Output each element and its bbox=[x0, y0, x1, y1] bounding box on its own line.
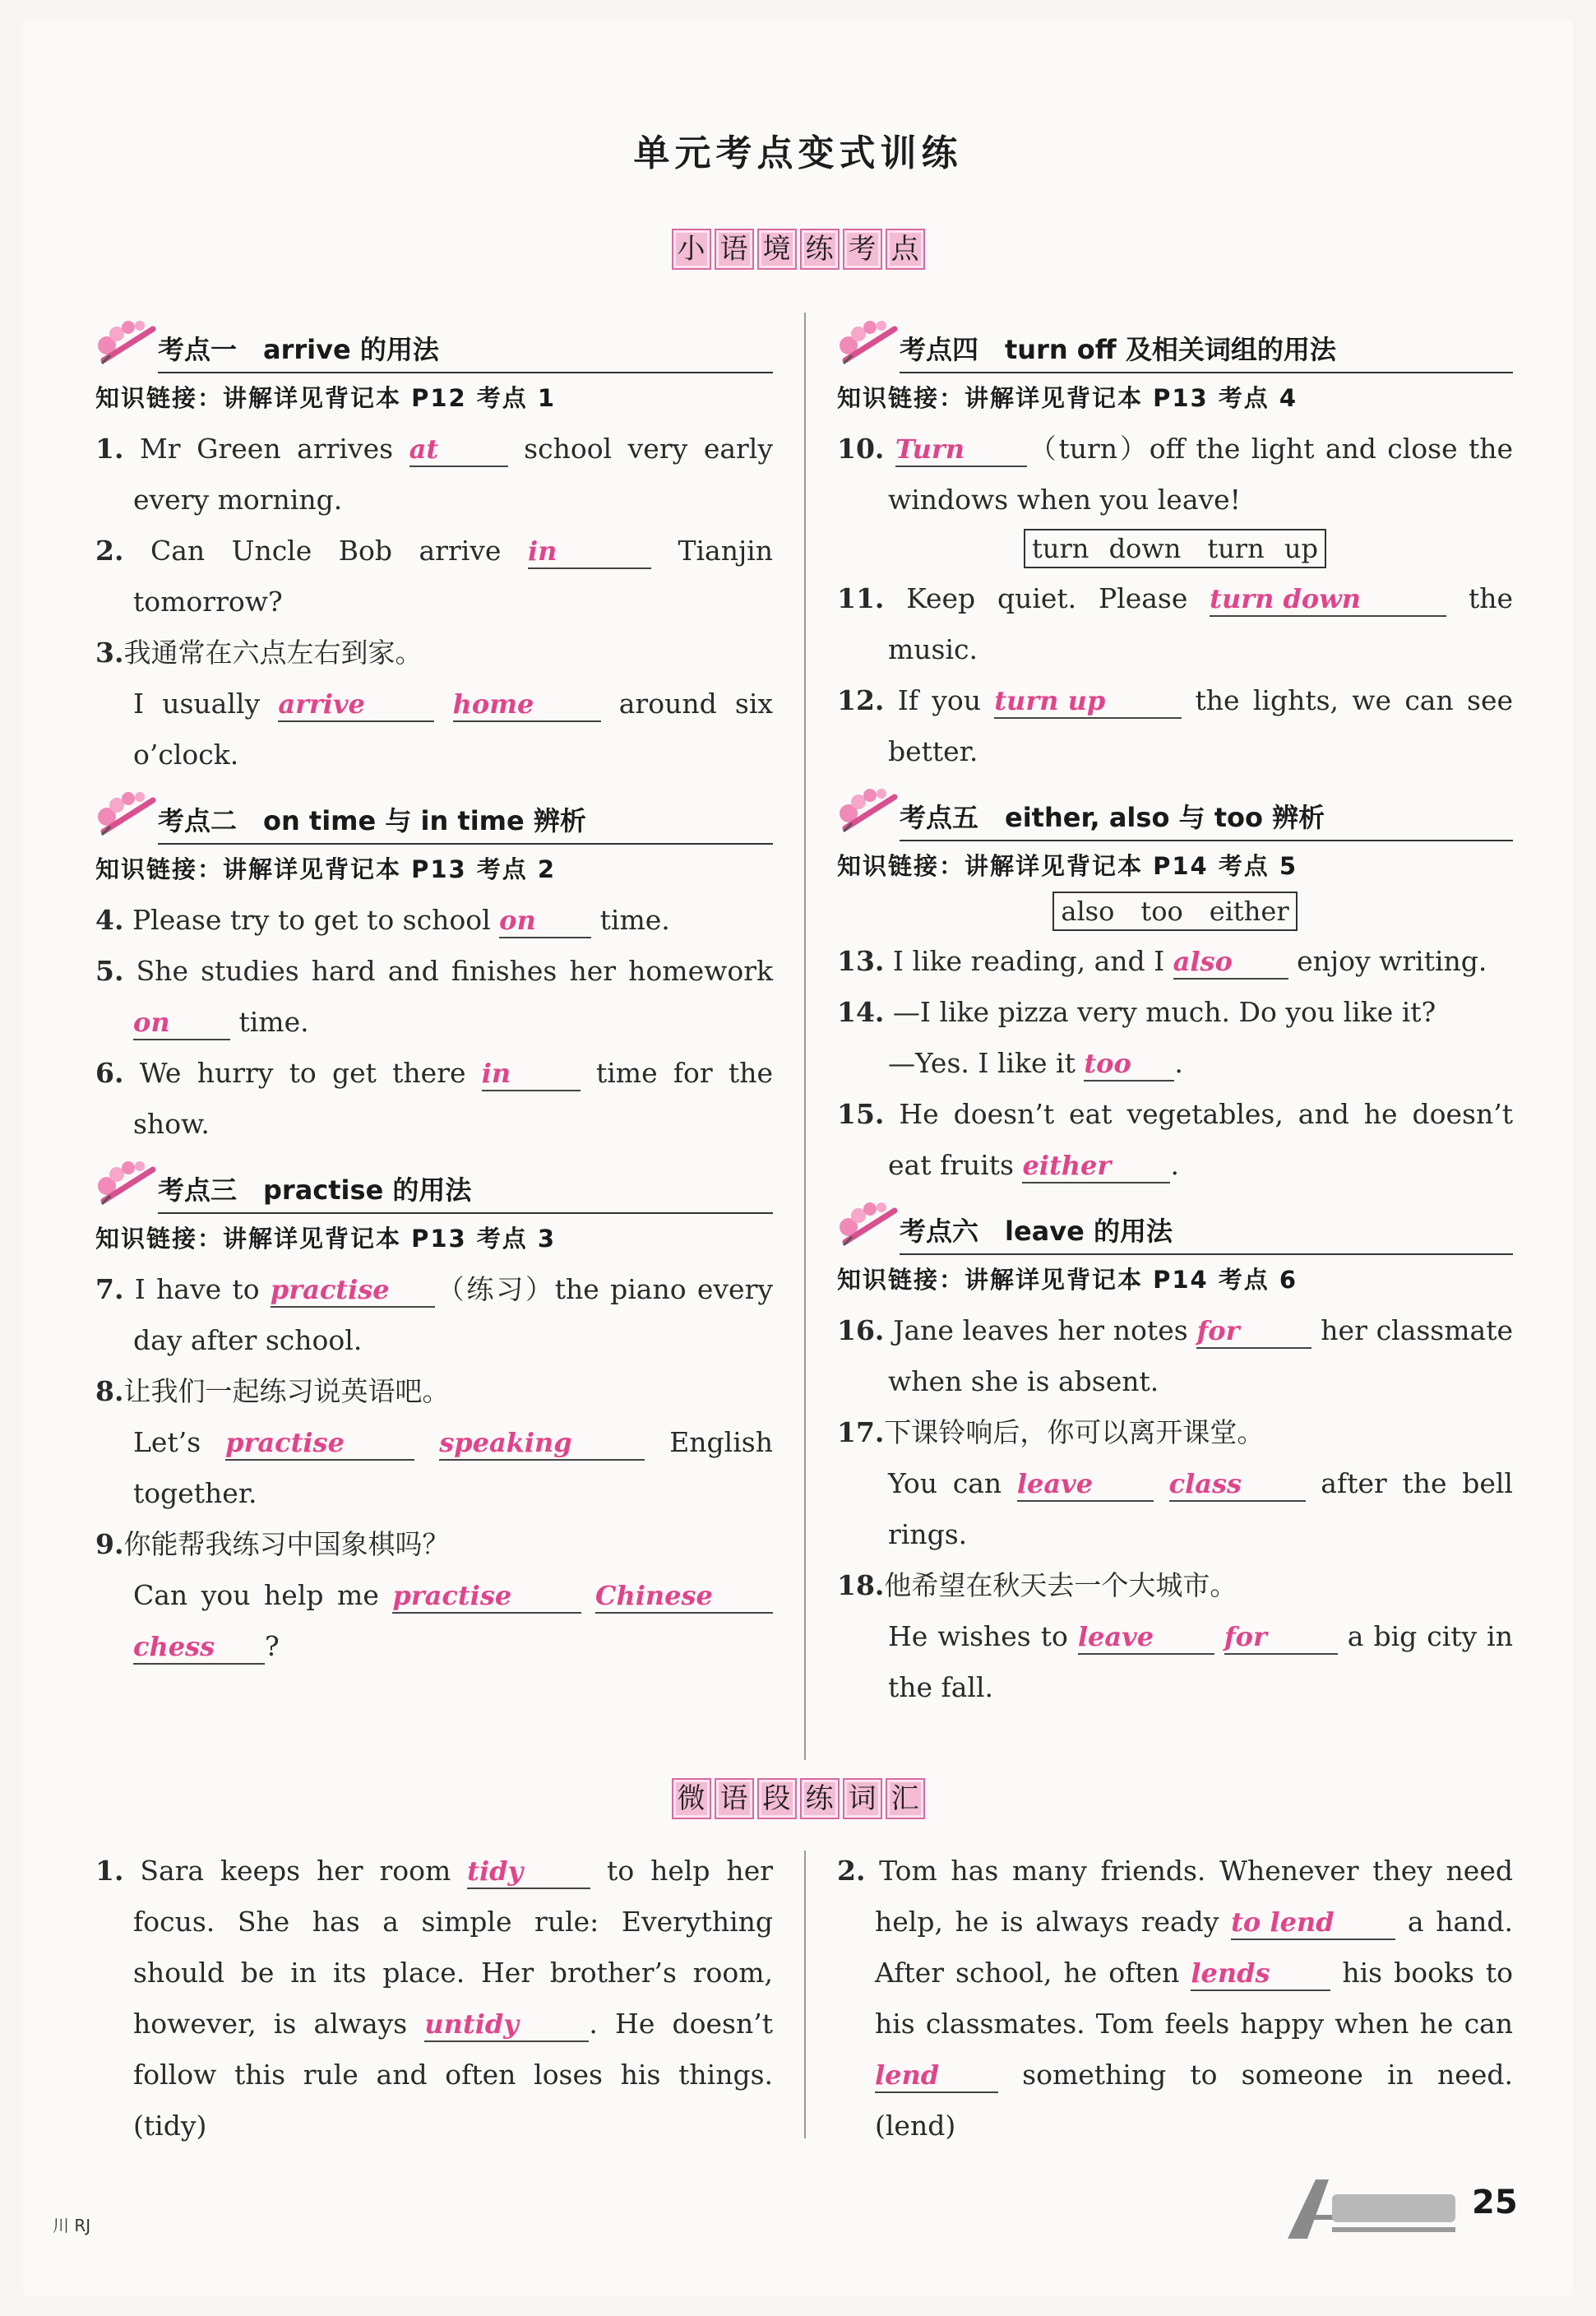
banner-char: 考 bbox=[843, 229, 882, 270]
question-18-sentence bbox=[837, 1611, 1513, 1713]
question-number: 9. bbox=[95, 1528, 124, 1560]
chinese-prompt: 他希望在秋天去一个大城市。 bbox=[884, 1569, 1237, 1601]
banner-char: 词 bbox=[843, 1778, 882, 1819]
answer-blank[interactable]: tidy bbox=[467, 1855, 590, 1889]
question-text: Tianjin tomorrow? bbox=[133, 535, 773, 618]
answer-blank[interactable]: practise bbox=[271, 1273, 435, 1308]
question-number: 6. bbox=[95, 1057, 124, 1089]
answer-blank[interactable]: either bbox=[1022, 1149, 1170, 1183]
word-box-options: also too either bbox=[1052, 892, 1297, 931]
question-text: his books to his classmates. Tom feels happy when he can bbox=[875, 1957, 1513, 2040]
banner-char: 汇 bbox=[886, 1778, 925, 1819]
question-text: the music. bbox=[888, 582, 1513, 665]
question-text: school very early every morning. bbox=[133, 433, 773, 516]
answer-blank[interactable]: turn up bbox=[994, 684, 1182, 719]
question-text: （练习）the piano every day after school. bbox=[133, 1273, 773, 1356]
question-text: Can Uncle Bob arrive bbox=[150, 535, 528, 567]
question-9-sentence bbox=[95, 1570, 773, 1672]
question-text: （turn）off the light and close the windows when you leave! bbox=[888, 433, 1513, 516]
question-text: Keep quiet. Please bbox=[906, 582, 1210, 614]
question-18 bbox=[837, 1560, 1513, 1611]
question-3 bbox=[95, 628, 773, 679]
word-hint: (tidy) bbox=[133, 2110, 207, 2142]
paragraph-text bbox=[95, 1846, 773, 2152]
answer-blank[interactable]: home bbox=[453, 688, 601, 722]
question-16 bbox=[837, 1305, 1513, 1407]
answer-blank[interactable]: class bbox=[1169, 1467, 1306, 1502]
question-text: the lights, we can see better. bbox=[888, 684, 1513, 767]
section-title: 考点三 practise 的用法 bbox=[158, 1170, 773, 1214]
question-text: time. bbox=[591, 904, 670, 936]
question-text: Jane leaves her notes bbox=[893, 1314, 1197, 1346]
answer-blank[interactable]: leave bbox=[1017, 1467, 1154, 1502]
question-text: Let’s bbox=[133, 1426, 226, 1458]
section-header-6 bbox=[837, 1199, 1513, 1253]
question-number: 8. bbox=[95, 1375, 124, 1407]
answer-blank[interactable]: in bbox=[482, 1057, 581, 1091]
knowledge-link: 知识链接：讲解详见背记本 P13 考点 3 bbox=[95, 1225, 557, 1253]
column-divider bbox=[804, 313, 806, 1760]
knowledge-link: 知识链接：讲解详见背记本 P13 考点 2 bbox=[95, 855, 557, 883]
answer-blank[interactable]: to lend bbox=[1231, 1906, 1395, 1940]
question-text: She studies hard and finishes her homework bbox=[136, 955, 773, 987]
question-text: He doesn’t eat vegetables, and he doesn’t eat fruits bbox=[888, 1098, 1513, 1181]
question-11 bbox=[837, 573, 1513, 675]
answer-blank[interactable]: for bbox=[1196, 1314, 1311, 1349]
vocab-paragraph-1 bbox=[95, 1846, 773, 2152]
answer-blank[interactable]: for bbox=[1224, 1620, 1338, 1655]
question-text: I have to bbox=[134, 1273, 271, 1305]
banner-char: 语 bbox=[715, 1778, 754, 1819]
question-7 bbox=[95, 1264, 773, 1366]
question-text: ? bbox=[265, 1630, 280, 1662]
question-5 bbox=[95, 946, 773, 1048]
answer-blank[interactable]: practise bbox=[392, 1579, 581, 1614]
publisher-logo-icon bbox=[1283, 2171, 1464, 2245]
question-6 bbox=[95, 1048, 773, 1150]
question-text: enjoy writing. bbox=[1288, 945, 1487, 977]
paragraph-text bbox=[837, 1846, 1513, 2152]
question-9 bbox=[95, 1519, 773, 1570]
question-text: —Yes. I like it bbox=[888, 1047, 1085, 1079]
banner-scenario-practice bbox=[0, 229, 1596, 270]
answer-blank[interactable]: Turn bbox=[895, 433, 1027, 467]
pencil-badge-icon bbox=[837, 1199, 906, 1250]
edition-label: 川 RJ bbox=[53, 2216, 91, 2235]
answer-blank[interactable]: at bbox=[409, 433, 508, 467]
knowledge-link: 知识链接：讲解详见背记本 P12 考点 1 bbox=[95, 384, 557, 412]
answer-blank[interactable]: speaking bbox=[439, 1426, 645, 1461]
question-text: Mr Green arrives bbox=[140, 433, 409, 465]
question-number: 2. bbox=[837, 1855, 866, 1887]
word-box bbox=[837, 529, 1513, 568]
question-2 bbox=[95, 526, 773, 628]
question-17-sentence bbox=[837, 1458, 1513, 1560]
question-8-sentence bbox=[95, 1417, 773, 1519]
answer-blank[interactable]: untidy bbox=[424, 2008, 589, 2042]
question-number: 17. bbox=[837, 1416, 885, 1448]
answer-blank[interactable]: leave bbox=[1078, 1620, 1214, 1655]
question-text: . He doesn’t follow this rule and often loses his things. bbox=[133, 2008, 773, 2091]
word-hint: (lend) bbox=[875, 2110, 956, 2142]
answer-blank[interactable]: also bbox=[1173, 945, 1288, 980]
word-box-options: turn down turn up bbox=[1024, 529, 1326, 568]
question-4 bbox=[95, 895, 773, 946]
section-header-2 bbox=[95, 789, 773, 843]
section-title: 考点五 either, also 与 too 辨析 bbox=[900, 797, 1513, 841]
question-text: something to someone in need. bbox=[998, 2059, 1513, 2091]
section-header-5 bbox=[837, 785, 1513, 840]
answer-blank[interactable]: practise bbox=[225, 1426, 414, 1461]
knowledge-link: 知识链接：讲解详见背记本 P14 考点 6 bbox=[837, 1266, 1298, 1294]
chinese-prompt: 你能帮我练习中国象棋吗？ bbox=[123, 1528, 450, 1560]
question-number: 2. bbox=[95, 535, 124, 567]
banner-char: 段 bbox=[757, 1778, 797, 1819]
question-text: around six o’clock. bbox=[133, 688, 774, 771]
word-box bbox=[837, 892, 1513, 931]
question-text: a hand. After school, he often bbox=[875, 1906, 1513, 1989]
vocab-paragraph-2 bbox=[837, 1846, 1513, 2152]
answer-blank[interactable]: chess bbox=[133, 1630, 265, 1665]
banner-char: 练 bbox=[800, 1778, 840, 1819]
question-text: We hurry to get there bbox=[139, 1057, 482, 1089]
section-header-3 bbox=[95, 1158, 773, 1212]
knowledge-link: 知识链接：讲解详见背记本 P14 考点 5 bbox=[837, 852, 1298, 880]
answer-blank[interactable]: too bbox=[1084, 1047, 1174, 1082]
section-title: 考点四 turn off 及相关词组的用法 bbox=[900, 329, 1513, 373]
question-number: 15. bbox=[837, 1098, 885, 1130]
question-text: a big city in the fall. bbox=[888, 1620, 1513, 1703]
banner-paragraph-vocabulary bbox=[0, 1778, 1596, 1819]
question-text: —I like pizza very much. Do you like it? bbox=[892, 996, 1436, 1028]
banner-char: 微 bbox=[672, 1778, 711, 1819]
pencil-badge-icon bbox=[95, 317, 164, 368]
answer-blank[interactable]: on bbox=[133, 1006, 230, 1040]
question-number: 13. bbox=[837, 945, 885, 977]
banner-char: 点 bbox=[886, 229, 925, 270]
question-14-reply bbox=[837, 1038, 1513, 1089]
pencil-badge-icon bbox=[95, 789, 164, 840]
column-divider bbox=[804, 1850, 806, 2138]
answer-blank[interactable]: in bbox=[528, 535, 651, 569]
question-text: time. bbox=[230, 1006, 309, 1038]
banner-char: 语 bbox=[715, 229, 754, 270]
question-text: . bbox=[1174, 1047, 1183, 1079]
question-number: 16. bbox=[837, 1314, 885, 1346]
question-text: I usually bbox=[133, 688, 279, 720]
question-14 bbox=[837, 987, 1513, 1038]
chinese-prompt: 我通常在六点左右到家。 bbox=[123, 637, 423, 669]
section-header-4 bbox=[837, 317, 1513, 372]
question-3-sentence bbox=[95, 679, 773, 780]
question-text: He wishes to bbox=[888, 1620, 1078, 1652]
section-title: 考点六 leave 的用法 bbox=[900, 1211, 1513, 1255]
question-8 bbox=[95, 1366, 773, 1417]
knowledge-link: 知识链接：讲解详见背记本 P13 考点 4 bbox=[837, 384, 1298, 412]
question-text: after the bell rings. bbox=[888, 1467, 1513, 1550]
banner-char: 练 bbox=[800, 229, 840, 270]
question-number: 4. bbox=[95, 904, 124, 936]
question-number: 14. bbox=[837, 996, 885, 1028]
section-title: 考点二 on time 与 in time 辨析 bbox=[158, 800, 773, 845]
question-1 bbox=[95, 424, 773, 526]
right-column bbox=[837, 313, 1513, 1713]
section-title: 考点一 arrive 的用法 bbox=[158, 329, 773, 373]
banner-char: 境 bbox=[757, 229, 797, 270]
question-number: 1. bbox=[95, 1855, 124, 1887]
chinese-prompt: 让我们一起练习说英语吧。 bbox=[123, 1375, 450, 1407]
left-column bbox=[95, 313, 773, 1672]
section-header-1 bbox=[95, 317, 773, 372]
question-text: . bbox=[1170, 1149, 1179, 1181]
question-12 bbox=[837, 675, 1513, 777]
answer-blank[interactable]: Chinese bbox=[595, 1579, 773, 1614]
answer-blank[interactable]: turn down bbox=[1210, 582, 1446, 617]
question-text: time for the show. bbox=[133, 1057, 773, 1140]
question-text: Sara keeps her room bbox=[140, 1855, 468, 1887]
chinese-prompt: 下课铃响后，你可以离开课堂。 bbox=[884, 1416, 1265, 1448]
question-13 bbox=[837, 936, 1513, 987]
page-number: 25 bbox=[1472, 2184, 1518, 2221]
pencil-badge-icon bbox=[837, 785, 906, 836]
banner-char: 小 bbox=[672, 229, 711, 270]
pencil-badge-icon bbox=[837, 317, 906, 368]
question-text: Please try to get to school bbox=[132, 904, 500, 936]
question-text: If you bbox=[897, 684, 995, 716]
question-text: her classmate when she is absent. bbox=[888, 1314, 1513, 1397]
pencil-badge-icon bbox=[95, 1158, 164, 1209]
question-number: 12. bbox=[837, 684, 885, 716]
question-17 bbox=[837, 1407, 1513, 1458]
question-text: English together. bbox=[133, 1426, 773, 1509]
answer-blank[interactable]: lend bbox=[875, 2059, 998, 2093]
question-number: 18. bbox=[837, 1569, 885, 1601]
question-text: You can bbox=[888, 1467, 1017, 1499]
question-text: to help her focus. She has a simple rule: Everything should be in its place. Her brother’s room, however, is always bbox=[133, 1855, 773, 2040]
question-number: 11. bbox=[837, 582, 885, 614]
question-number: 10. bbox=[837, 433, 885, 465]
question-text: Can you help me bbox=[133, 1579, 393, 1611]
question-number: 3. bbox=[95, 637, 124, 669]
answer-blank[interactable]: lends bbox=[1191, 1957, 1330, 1991]
answer-blank[interactable]: arrive bbox=[278, 688, 434, 722]
answer-blank[interactable]: on bbox=[499, 904, 591, 938]
page-title: 单元考点变式训练 bbox=[633, 132, 963, 174]
question-number: 7. bbox=[95, 1273, 124, 1305]
question-number: 5. bbox=[95, 955, 124, 987]
question-15 bbox=[837, 1089, 1513, 1191]
question-10 bbox=[837, 424, 1513, 526]
question-text: I like reading, and I bbox=[892, 945, 1173, 977]
question-number: 1. bbox=[95, 433, 124, 465]
question-text: Tom has many friends. Whenever they need help, he is always ready bbox=[875, 1855, 1513, 1938]
